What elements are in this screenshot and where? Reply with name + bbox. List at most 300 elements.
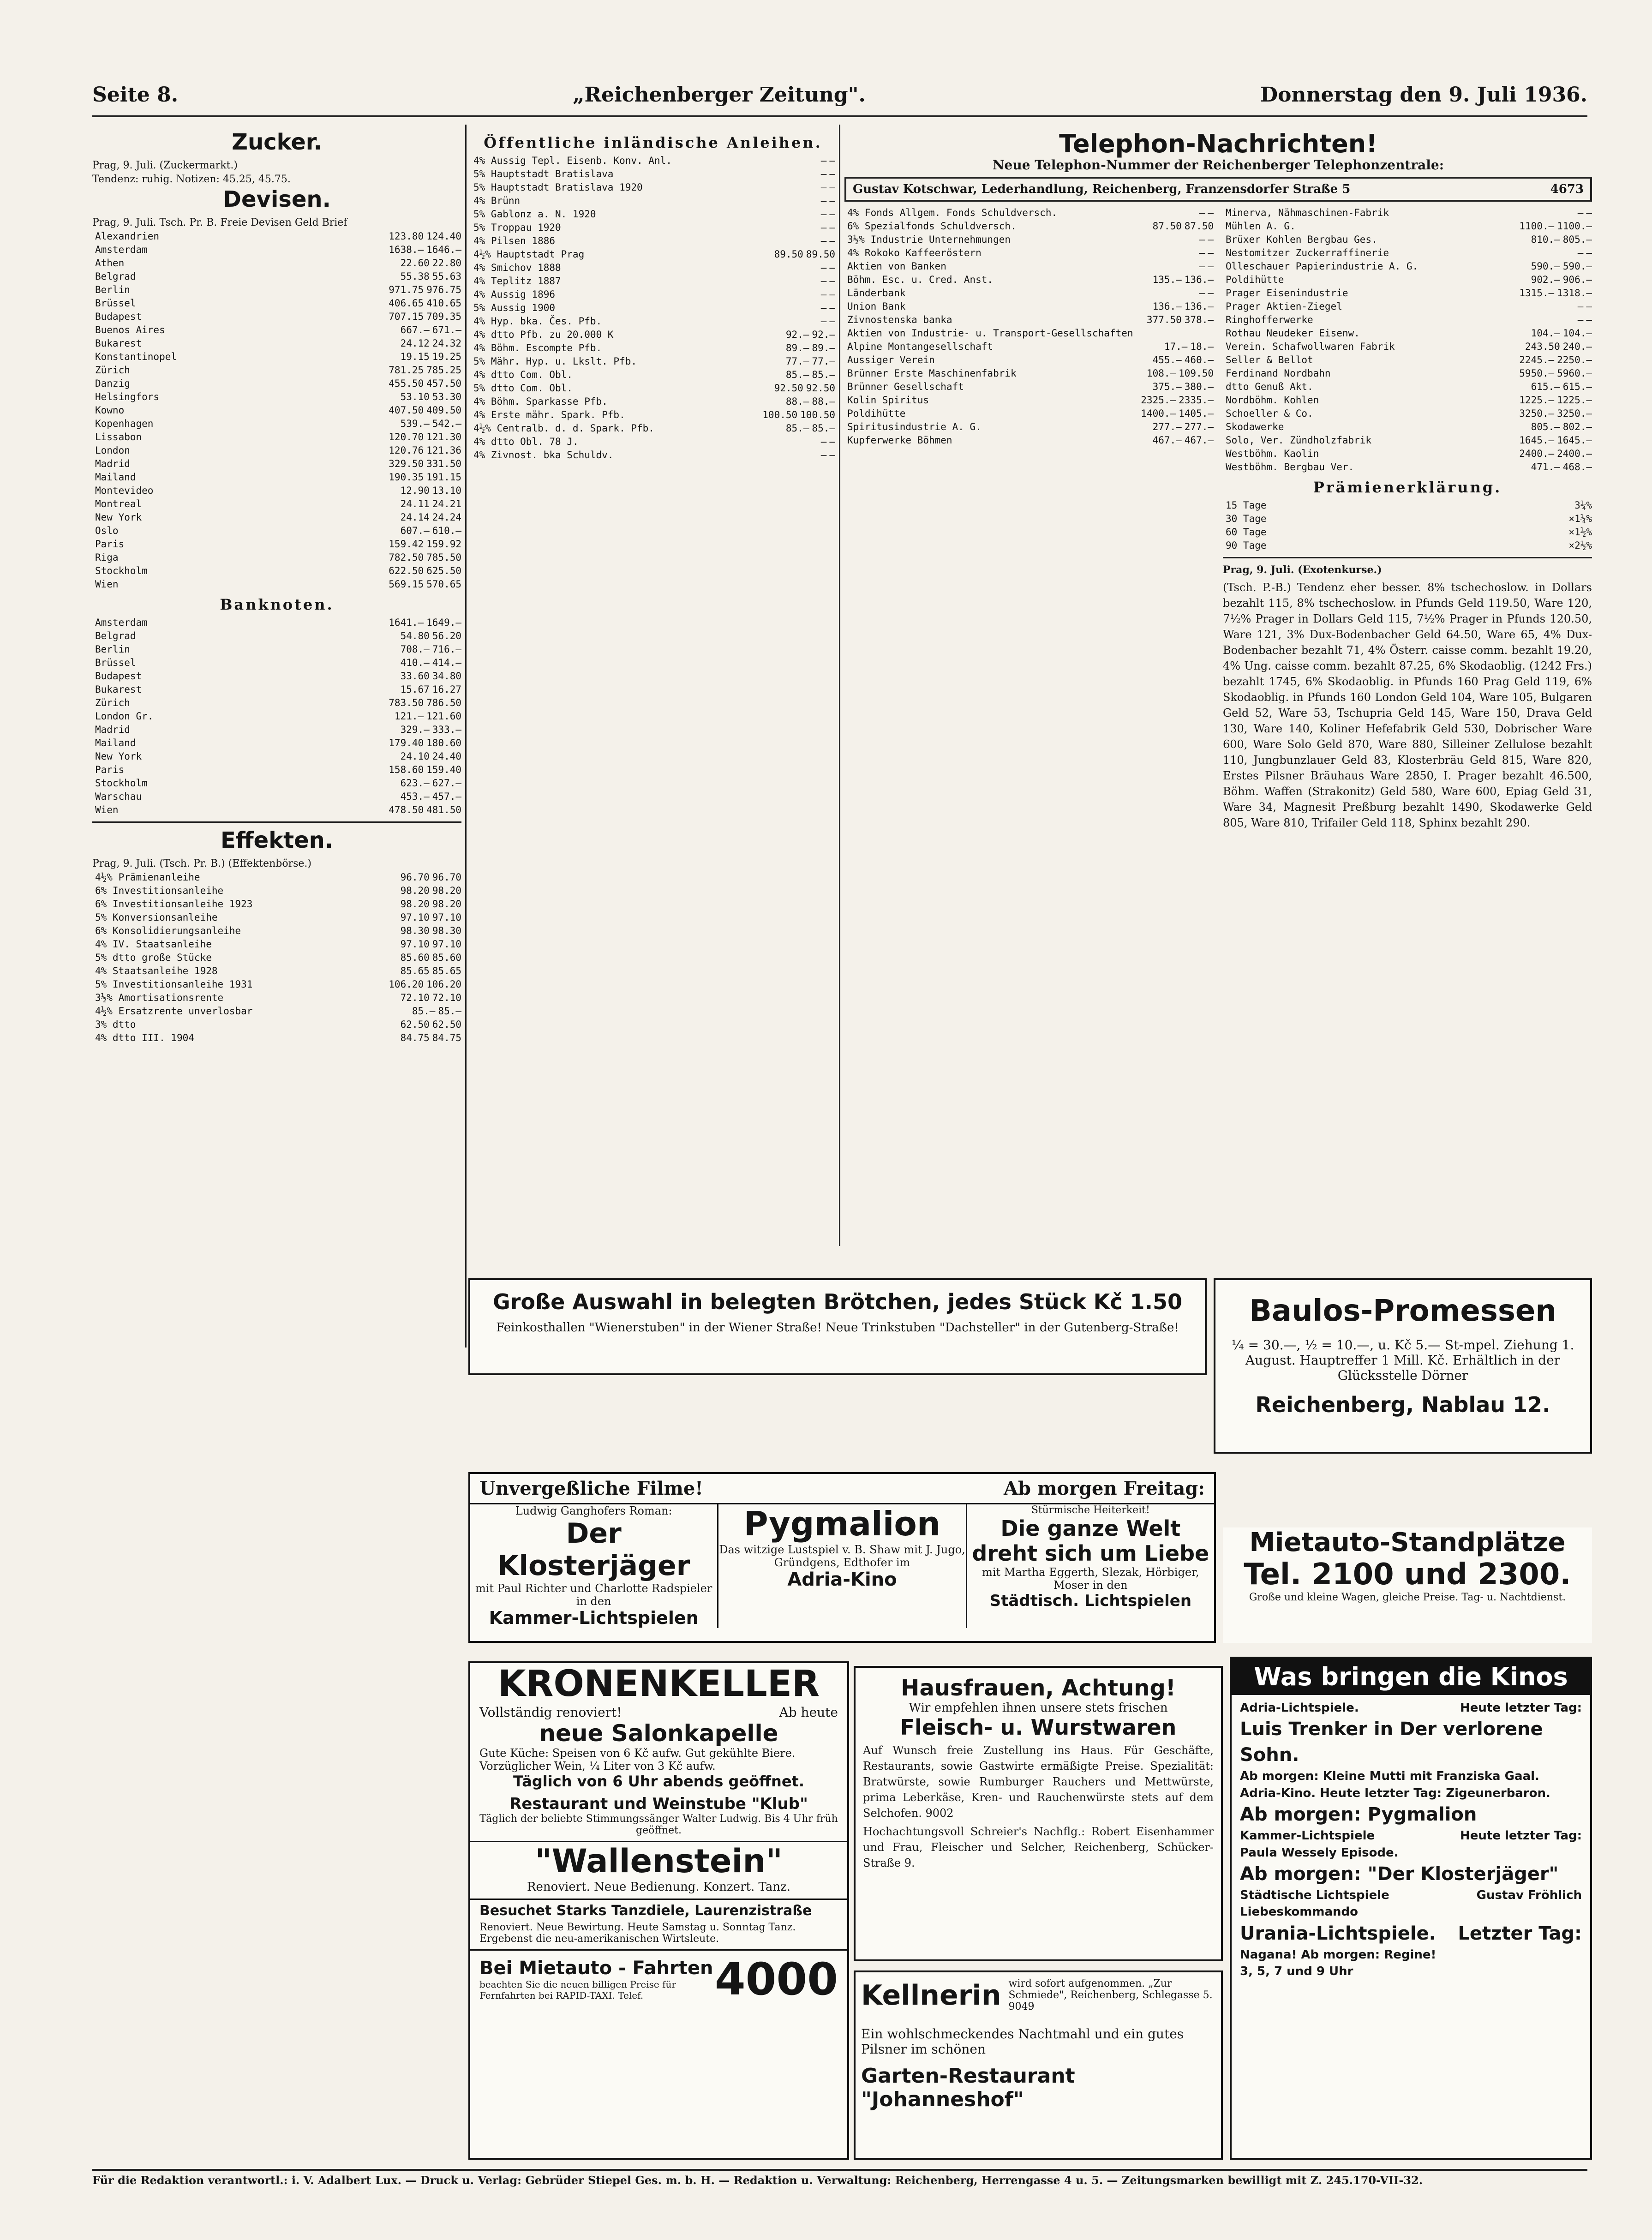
stock-row-value: — [1577, 314, 1584, 325]
bond-row-label: 5% Hauptstadt Bratislava [473, 168, 614, 180]
ad-film-adria: Adria-Kino [787, 1569, 897, 1590]
fund-row-value: 375.— [1152, 381, 1182, 392]
ad-baulos-text: ¼ = 30.—, ½ = 10.—, u. Kč 5.— St-mpel. Ziehung 1. August. Hauptreffer 1 Mill. Kč. Erhältlich in der Glücksstelle Dörner [1231, 1337, 1574, 1383]
effekten-table [92, 871, 461, 1045]
stock-row [1223, 206, 1592, 220]
devisen-row [92, 511, 461, 524]
ad-kronen-salon: neue Salonkapelle [539, 1720, 778, 1747]
praemien-row-label: 30 Tage [1226, 513, 1267, 524]
stock-row [1223, 367, 1592, 380]
bond-row-value: — [829, 276, 835, 287]
banknoten-row-value: 481.50 [426, 804, 461, 815]
praemien-row [1223, 499, 1592, 512]
fund-row-label: 3½% Industrie Unternehmungen [847, 234, 1011, 245]
kino-entry-text: Städtische Lichtspiele [1240, 1888, 1389, 1902]
banknoten-row-label: Mailand [95, 737, 136, 749]
bond-row-label: 4% dtto Obl. 78 J. [473, 436, 579, 447]
devisen-row-value: 159.42 [389, 539, 424, 550]
kino-entry [1240, 1827, 1582, 1844]
devisen-row [92, 270, 461, 283]
bond-row-value: — [820, 436, 827, 447]
kino-entry [1240, 1700, 1582, 1716]
stock-row [1223, 327, 1592, 340]
effekten-row-label: 4½% Ersatzrente unverlosbar [95, 1006, 253, 1017]
bond-row-label: 4% dtto Com. Obl. [473, 369, 573, 380]
devisen-row-value: 667.— [400, 324, 430, 335]
kino-entry-text: Ab morgen: "Der Klosterjäger" [1240, 1863, 1559, 1885]
fund-row-label: Kolin Spiritus [847, 395, 929, 406]
devisen-row-value: 24.32 [432, 338, 461, 349]
stock-row-label: Solo, Ver. Zündholzfabrik [1226, 435, 1372, 446]
devisen-row-value: 12.90 [400, 485, 430, 496]
bond-row-value: — [820, 222, 827, 233]
praemien-title: Prämienerklärung. [1313, 479, 1502, 496]
devisen-row-value: 121.30 [426, 431, 461, 443]
effekten-row [92, 924, 461, 938]
stock-row-value: 1225.— [1557, 395, 1592, 406]
devisen-row [92, 390, 461, 404]
fund-row-value: — [1199, 261, 1205, 272]
stock-row-value: 2250.— [1557, 354, 1592, 365]
stock-row [1223, 220, 1592, 233]
stock-row [1223, 380, 1592, 394]
fund-row [844, 273, 1214, 287]
stock-row-value: — [1577, 301, 1584, 312]
kino-entry [1240, 1802, 1582, 1827]
page-header [92, 83, 1587, 117]
banknoten-row-value: 16.27 [432, 684, 461, 695]
banknoten-title: Banknoten. [220, 596, 334, 613]
banknoten-row [92, 710, 461, 723]
banknoten-row [92, 696, 461, 710]
devisen-row [92, 230, 461, 243]
effekten-row-value: 96.70 [432, 872, 461, 883]
banknoten-row [92, 723, 461, 737]
bond-row-value: — [820, 155, 827, 166]
ad-hausfrauen [854, 1666, 1223, 1961]
bonds-column [471, 129, 835, 462]
stock-row-label: Nordböhm. Kohlen [1226, 395, 1319, 406]
devisen-row-label: Belgrad [95, 271, 136, 282]
fund-row [844, 260, 1214, 273]
ad-wallenstein-sub: Renoviert. Neue Bedienung. Konzert. Tanz. [527, 1880, 791, 1894]
kino-entry [1240, 1716, 1582, 1768]
stock-row [1223, 434, 1592, 447]
fund-row-label: Alpine Montangesellschaft [847, 341, 994, 352]
devisen-row-label: London [95, 445, 130, 456]
stock-row [1223, 233, 1592, 246]
banknoten-row-value: 1649.— [426, 617, 461, 628]
devisen-row-value: 53.10 [400, 391, 430, 402]
devisen-row-label: Paris [95, 539, 125, 550]
fund-row-value: — [1199, 247, 1205, 258]
stocks-column [844, 129, 1592, 833]
banknoten-row-value: 478.50 [389, 804, 424, 815]
stock-row [1223, 407, 1592, 420]
ad-mietauto-title: Mietauto-Standplätze [1249, 1527, 1566, 1557]
fund-row-value: — [1199, 287, 1205, 299]
effekten-row [92, 871, 461, 884]
fund-row-value: 1400.— [1141, 408, 1176, 419]
column-divider [465, 125, 467, 1348]
fund-row-value: 135.— [1152, 274, 1182, 285]
stock-row-value: 5950.— [1519, 368, 1555, 379]
fund-row-label: 4% Fonds Allgem. Fonds Schuldversch. [847, 207, 1058, 218]
devisen-row-value: 707.15 [389, 311, 424, 322]
bond-row-label: 5% Aussig 1900 [473, 302, 556, 313]
effekten-row-value: 85.— [438, 1006, 461, 1017]
banknoten-row [92, 750, 461, 763]
effekten-row-label: 4% Staatsanleihe 1928 [95, 965, 218, 976]
ad-kinos-list [1232, 1695, 1590, 1985]
effekten-row [92, 1005, 461, 1018]
bond-row-label: 4% Aussig Tepl. Eisenb. Konv. Anl. [473, 155, 672, 166]
devisen-row-label: Montevideo [95, 485, 154, 496]
column-divider [839, 125, 840, 1246]
stocks-right [1223, 206, 1592, 833]
kino-entry [1240, 1947, 1582, 1963]
bond-row-value: — [820, 182, 827, 193]
stock-row-label: Prager Aktien-Ziegel [1226, 301, 1342, 312]
effekten-row-value: 106.20 [389, 979, 424, 990]
banknoten-row [92, 670, 461, 683]
devisen-row [92, 243, 461, 257]
effekten-row-label: 3½% Amortisationsrente [95, 992, 224, 1003]
devisen-row-value: 1646.— [426, 244, 461, 255]
devisen-row-value: 121.36 [426, 445, 461, 456]
devisen-row-label: New York [95, 512, 142, 523]
fund-row-value: 17.— [1164, 341, 1188, 352]
devisen-row-label: Amsterdam [95, 244, 148, 255]
fund-row-label: Kupferwerke Böhmen [847, 435, 952, 446]
stock-row-label: Rothau Neudeker Eisenw. [1226, 328, 1360, 339]
devisen-row [92, 484, 461, 497]
devisen-title: Devisen. [223, 186, 331, 212]
bond-row-label: 4% Pilsen 1886 [473, 235, 556, 246]
fund-row-value: 2325.— [1141, 395, 1176, 406]
ad-wallenstein: "Wallenstein" [470, 1841, 847, 1880]
bond-row-value: — [829, 436, 835, 447]
ad-johannes-name: Garten-Restaurant "Johanneshof" [861, 2064, 1075, 2111]
praemien-table [1223, 499, 1592, 552]
bonds-title: Öffentliche inländische Anleihen. [484, 134, 822, 151]
fund-row-value: — [1208, 261, 1214, 272]
kino-entry [1240, 1785, 1582, 1802]
stock-row-value: — [1586, 247, 1592, 258]
exoten-head: Prag, 9. Juli. (Exotenkurse.) [1223, 564, 1382, 576]
stock-row-label: Poldihütte [1226, 274, 1284, 285]
stock-row-label: Prager Eisenindustrie [1226, 287, 1348, 299]
ad-rapid: Bei Mietauto - Fahrten [479, 1958, 713, 1979]
effekten-row-value: 62.50 [432, 1019, 461, 1030]
fund-row-value: 277.— [1184, 421, 1214, 432]
effekten-title: Effekten. [220, 827, 334, 853]
banknoten-row-value: 453.— [400, 791, 430, 802]
effekten-row-value: 98.20 [432, 898, 461, 910]
praemien-row-value: ×2½% [1568, 540, 1592, 551]
effekten-row-value: 72.10 [400, 992, 430, 1003]
banknoten-row-label: Warschau [95, 791, 142, 802]
devisen-row-label: Kopenhagen [95, 418, 154, 429]
banknoten-row-label: Zürich [95, 697, 130, 708]
ad-mietauto [1223, 1527, 1592, 1643]
fund-row-value: 108.— [1146, 368, 1176, 379]
effekten-row-value: 85.65 [400, 965, 430, 976]
telephone-subtitle: Neue Telephon-Nummer der Reichenberger Telephonzentrale: [992, 157, 1444, 173]
effekten-row-value: 97.10 [432, 912, 461, 923]
telephone-entry [844, 177, 1592, 202]
praemien-row [1223, 539, 1592, 552]
stock-row-value: 1318.— [1557, 287, 1592, 299]
bond-row-label: 4% Smichov 1888 [473, 262, 561, 273]
fund-row-value: 455.— [1152, 354, 1182, 365]
ad-film-kloster: Der Klosterjäger [497, 1517, 690, 1582]
effekten-row-label: 4½% Prämienanleihe [95, 872, 200, 883]
stock-row-value: 104.— [1531, 328, 1560, 339]
exoten-report: (Tsch. P.-B.) Tendenz eher besser. 8% tschechoslow. in Dollars bezahlt 115, 8% tschechoslow. in Pfunds Geld 119.50, Ware 120, 7½% Prager in Dollars Geld 115, 7½% Prager in Pfunds 120.50, Ware 121, 3% Dux-Bodenbacher Geld 64.50, Ware 65, 4% Dux-Bodenbacher bezahlt 71, 4% Österr. caisse comm. bezahlt 19.20, 4% Ung. caisse comm. bezahlt 87.25, 6% Skodaoblig. (1242 Frs.) bezahlt 1745, 6% Skodaoblig. in Pfunds 160 Prag Geld 119, 6% Skodaoblig. in Pfunds 160 London Geld 104, Ware 105, Bulgaren Geld 52, Ware 53, Tschupria Geld 145, Ware 150, Drava Geld 130, Ware 140, Koliner Hefefabrik Geld 530, Dobrischer Ware 600, Ware Solo Geld 870, Ware 880, Silleiner Zellulose bezahlt 110, Jungbunzlauer Geld 83, Klosterbräu Geld 815, Ware 820, Erstes Pilsner Bräuhaus Ware 2850, I. Prager bezahlt 46.500, Böhm. Waffen (Strakonitz) Geld 580, Ware 600, Epiag Geld 31, Ware 34, Magnesit Preßburg bezahlt 1490, Skodawerke Geld 805, Ware 810, Trifailer Geld 118, Sphinx bezahlt 290. [1223, 581, 1592, 829]
devisen-row-value: 22.60 [400, 258, 430, 269]
banknoten-row-value: 180.60 [426, 737, 461, 749]
stock-row-value: — [1586, 301, 1592, 312]
banknoten-row-value: 786.50 [426, 697, 461, 708]
devisen-row-label: Zürich [95, 365, 130, 376]
effekten-row-label: 3% dtto [95, 1019, 136, 1030]
stock-row [1223, 273, 1592, 287]
banknoten-row-value: 329.— [400, 724, 430, 735]
bond-row-label: 4% Brünn [473, 195, 521, 206]
stock-row-value: 802.— [1562, 421, 1592, 432]
stock-row-value: 590.— [1562, 261, 1592, 272]
stock-row [1223, 353, 1592, 367]
banknoten-row-value: 179.40 [389, 737, 424, 749]
praemien-row [1223, 512, 1592, 526]
devisen-row-value: 19.15 [400, 351, 430, 362]
bond-row-value: 88.— [785, 396, 809, 407]
ad-broetchen-sub: Feinkosthallen "Wienerstuben" in der Wiener Straße! Neue Trinkstuben "Dachsteller" in der Gutenberg-Straße! [496, 1321, 1179, 1335]
bond-row-value: 100.50 [800, 409, 835, 420]
bond-row-label: 4½% Centralb. d. d. Spark. Pfb. [473, 423, 654, 434]
effekten-row-value: 84.75 [432, 1032, 461, 1043]
kino-entry-text: Nagana! Ab morgen: Regine! [1240, 1947, 1437, 1962]
devisen-row-value: 24.11 [400, 498, 430, 509]
fund-row-label: Union Bank [847, 301, 906, 312]
fund-row-value: 109.50 [1179, 368, 1214, 379]
devisen-row-value: 971.75 [389, 284, 424, 295]
ad-baulos-title: Baulos-Promessen [1249, 1294, 1556, 1328]
banknoten-row-label: London Gr. [95, 711, 154, 722]
devisen-row-value: 1638.— [389, 244, 424, 255]
bond-row-value: — [820, 289, 827, 300]
ad-broetchen-title: Große Auswahl in belegten Brötchen, jedes Stück Kč 1.50 [492, 1289, 1183, 1314]
ad-film-stuermisch: Stürmische Heiterkeit! [1031, 1504, 1150, 1516]
effekten-row-value: 97.10 [400, 912, 430, 923]
devisen-row-value: 329.50 [389, 458, 424, 469]
fund-row [844, 434, 1214, 447]
stock-row-value: 1100.— [1557, 221, 1592, 232]
bond-row-value: 89.50 [806, 249, 835, 260]
stock-row-value: 902.— [1531, 274, 1560, 285]
bond-row-value: 88.— [812, 396, 835, 407]
devisen-row-value: 455.50 [389, 378, 424, 389]
devisen-row-value: 782.50 [389, 552, 424, 563]
devisen-row-value: 124.40 [426, 231, 461, 242]
ad-kinos [1230, 1657, 1592, 2160]
bond-row [471, 248, 835, 261]
devisen-row-value: 781.25 [389, 365, 424, 376]
bond-row [471, 449, 835, 462]
banknoten-table [92, 616, 461, 817]
banknoten-row-value: 24.10 [400, 751, 430, 762]
devisen-row-value: 569.15 [389, 579, 424, 590]
banknoten-row-label: Brüssel [95, 657, 136, 668]
bond-row-label: 5% dtto Com. Obl. [473, 383, 573, 394]
stock-row [1223, 313, 1592, 327]
bond-row-value: 85.— [812, 423, 835, 434]
banknoten-row-value: 716.— [432, 644, 461, 655]
devisen-row-value: 24.14 [400, 512, 430, 523]
devisen-head: Prag, 9. Juli. Tsch. Pr. B. Freie Devisen Geld Brief [92, 217, 347, 228]
devisen-row-label: Bukarest [95, 338, 142, 349]
fund-row [844, 313, 1214, 327]
effekten-row-label: 5% Investitionsanleihe 1931 [95, 979, 253, 990]
stock-row-label: Skodawerke [1226, 421, 1284, 432]
bond-row-label: 4½% Hauptstadt Prag [473, 249, 585, 260]
fund-row-value: 277.— [1152, 421, 1182, 432]
ad-baulos [1214, 1278, 1592, 1454]
banknoten-row-value: 783.50 [389, 697, 424, 708]
effekten-row [92, 884, 461, 898]
bond-row [471, 275, 835, 288]
fund-row [844, 246, 1214, 260]
effekten-row [92, 911, 461, 924]
ad-baulos-city: Reichenberg, Nablau 12. [1255, 1392, 1550, 1417]
fund-row [844, 353, 1214, 367]
bond-row-value: 92.— [812, 329, 835, 340]
ad-rapid-number: 4000 [714, 1953, 838, 2005]
fund-row [844, 420, 1214, 434]
ad-kronen-l1: Vollständig renoviert! [479, 1705, 622, 1720]
banknoten-row [92, 737, 461, 750]
fund-row-value: — [1208, 207, 1214, 218]
telephone-title: Telephon-Nachrichten! [1059, 129, 1377, 158]
zucker-intro: Prag, 9. Juli. (Zuckermarkt.) [92, 160, 238, 171]
bond-row-value: — [820, 302, 827, 313]
fund-row [844, 233, 1214, 246]
devisen-row-value: 625.50 [426, 565, 461, 576]
devisen-row [92, 364, 461, 377]
fund-row-value [1211, 327, 1214, 340]
banknoten-row-label: Madrid [95, 724, 130, 735]
kino-entry-note: Letzter Tag: [1458, 1923, 1582, 1944]
newspaper-title: „Reichenberger Zeitung". [573, 83, 866, 107]
bond-row-value: 77.— [785, 356, 809, 367]
stock-row-label: Olleschauer Papierindustrie A. G. [1226, 261, 1419, 272]
ad-film-pygmalion-sub: Das witzige Lustspiel v. B. Shaw mit J. Jugo, Gründgens, Edthofer im [719, 1543, 965, 1569]
banknoten-row-value: 121.— [394, 711, 424, 722]
effekten-row [92, 898, 461, 911]
bond-row [471, 288, 835, 301]
fund-row-label: Aktien von Banken [847, 261, 946, 272]
devisen-row [92, 431, 461, 444]
stock-row-value: 805.— [1531, 421, 1560, 432]
effekten-row-label: 6% Investitionsanleihe [95, 885, 224, 896]
devisen-row-value: 709.35 [426, 311, 461, 322]
kino-entry-note: Gustav Fröhlich [1476, 1888, 1582, 1902]
devisen-row-value: 24.21 [432, 498, 461, 509]
effekten-row-label: 5% dtto große Stücke [95, 952, 212, 963]
ad-mietauto-tel: Tel. 2100 und 2300. [1244, 1557, 1571, 1592]
devisen-row-label: Oslo [95, 525, 119, 536]
devisen-row [92, 538, 461, 551]
ad-hausfrauen-t3: Hochachtungsvoll Schreier's Nachflg.: Robert Eisenhammer und Frau, Fleischer und Selcher, Reichenberg, Schücker-Straße 9. [863, 1825, 1214, 1869]
bond-row-value: — [829, 209, 835, 220]
banknoten-row-value: 623.— [400, 778, 430, 789]
stock-row [1223, 260, 1592, 273]
bond-row-label: 4% dtto Pfb. zu 20.000 K [473, 329, 614, 340]
devisen-row-value: 539.— [400, 418, 430, 429]
stock-row-value: — [1586, 207, 1592, 218]
effekten-row-value: 98.30 [432, 925, 461, 936]
stock-row-label: Ringhofferwerke [1226, 314, 1313, 325]
ad-starks-sub: Renoviert. Neue Bewirtung. Heute Samstag u. Sonntag Tanz. Ergebenst die neu-amerikanischen Wirtsleute. [479, 1922, 796, 1945]
ad-klub: Restaurant und Weinstube "Klub" [509, 1795, 808, 1813]
stock-row-label: Mühlen A. G. [1226, 221, 1296, 232]
stock-row-value: 615.— [1531, 381, 1560, 392]
bond-row-value: — [829, 262, 835, 273]
kino-entry-note: Heute letzter Tag: [1460, 1701, 1582, 1715]
stock-row-value: — [1586, 314, 1592, 325]
devisen-row [92, 257, 461, 270]
bond-row [471, 301, 835, 315]
stock-row-value: 104.— [1562, 328, 1592, 339]
ad-starks: Besuchet Starks Tanzdiele, Laurenzistraße [470, 1899, 847, 1922]
devisen-row-value: 410.65 [426, 298, 461, 309]
bond-row-value: — [820, 209, 827, 220]
ad-hausfrauen-t2: Auf Wunsch freie Zustellung ins Haus. Für Geschäfte, Restaurants, sowie Gastwirte ermäßigte Preise. Spezialität: Bratwürste, sowie Rumburger Rauchers und Mettwürste, prima Leberkäse, Kren- und Rauchenwürste stets auf dem Selchofen. 9002 [863, 1744, 1214, 1820]
kino-entry [1240, 1963, 1582, 1980]
stock-row-value: 468.— [1562, 461, 1592, 473]
zucker-title: Zucker. [232, 129, 322, 155]
devisen-row [92, 377, 461, 390]
devisen-row [92, 283, 461, 297]
stocks-table [1223, 206, 1592, 474]
banknoten-row-value: 158.60 [389, 764, 424, 775]
bond-row [471, 154, 835, 168]
devisen-row [92, 497, 461, 511]
stock-row-value: 906.— [1562, 274, 1592, 285]
bond-row-value: — [820, 262, 827, 273]
kino-entry [1240, 1904, 1582, 1920]
kino-entry-text: Liebeskommando [1240, 1905, 1359, 1919]
page-number: Seite 8. [92, 83, 179, 107]
devisen-row-value: 622.50 [389, 565, 424, 576]
bond-row-value: — [820, 235, 827, 246]
fund-row-value: — [1208, 287, 1214, 299]
fund-row-label: Aktien von Industrie- u. Transport-Gesellschaften [847, 328, 1133, 339]
bonds-table [471, 154, 835, 462]
stock-row-value: 3250.— [1557, 408, 1592, 419]
bond-row-value: 85.— [785, 369, 809, 380]
devisen-row-value: 671.— [432, 324, 461, 335]
fund-row-value: — [1199, 234, 1205, 245]
bond-row-value: 100.50 [762, 409, 798, 420]
bond-row-value: — [820, 449, 827, 461]
bond-row [471, 368, 835, 382]
devisen-row-value: 331.50 [426, 458, 461, 469]
fund-row-value: 378.— [1184, 314, 1214, 325]
fund-row-value: 460.— [1184, 354, 1214, 365]
effekten-row-value: 97.10 [400, 939, 430, 950]
